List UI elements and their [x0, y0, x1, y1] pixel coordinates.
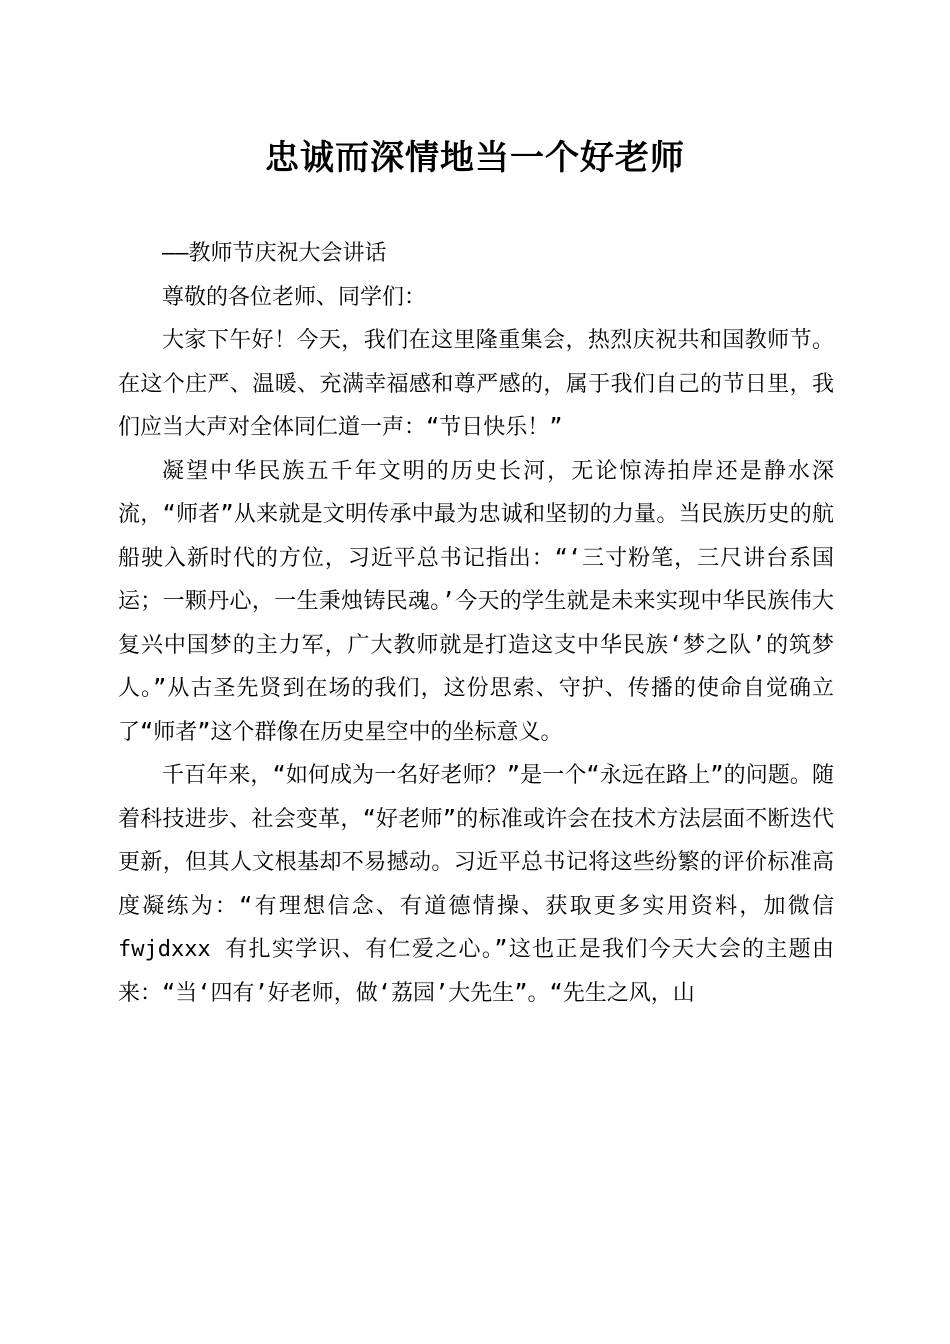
- paragraph-good-teacher: 千百年来，“如何成为一名好老师？”是一个“永远在路上”的问题。随着科技进步、社会变革，“好老师”的标准或许会在技术方法层面不断迭代更新，但其人文根基却不易撼动。习近平总书记将这些纷繁的评价标准高度凝练为：“有理想信念、有道德情操、获取更多实用资料，加微信 fwjdxxx 有扎实学识、有仁爱之心。”这也正是我们今天大会的主题由来：“当‘四有’好老师，做‘荔园’大先生”。“先生之风，山: [118, 763, 834, 1006]
- subtitle: ——教师节庆祝大会讲话: [162, 241, 387, 266]
- page-title: 忠诚而深情地当一个好老师: [265, 138, 685, 178]
- paragraph-greeting: 大家下午好！今天，我们在这里隆重集会，热烈庆祝共和国教师节。在这个庄严、温暖、充满幸福感和尊严感的，属于我们自己的节日里，我们应当大声对全体同仁道一声：“节日快乐！”: [118, 328, 834, 440]
- salutation: 尊敬的各位老师、同学们：: [162, 284, 427, 310]
- document-body: [118, 232, 834, 1015]
- paragraph-history: 凝望中华民族五千年文明的历史长河，无论惊涛拍岸还是静水深流，“师者”从来就是文明传承中最为忠诚和坚韧的力量。当民族历史的航船驶入新时代的方位，习近平总书记指出：“‘三寸粉笔，三尺讲台系国运；一颗丹心，一生秉烛铸民魂。’今天的学生就是未来实现中华民族伟大复兴中国梦的主力军，广大教师就是打造这支中华民族‘梦之队’的筑梦人。”从古圣先贤到在场的我们，这份思索、守护、传播的使命自觉确立了“师者”这个群像在历史星空中的坐标意义。: [118, 458, 834, 745]
